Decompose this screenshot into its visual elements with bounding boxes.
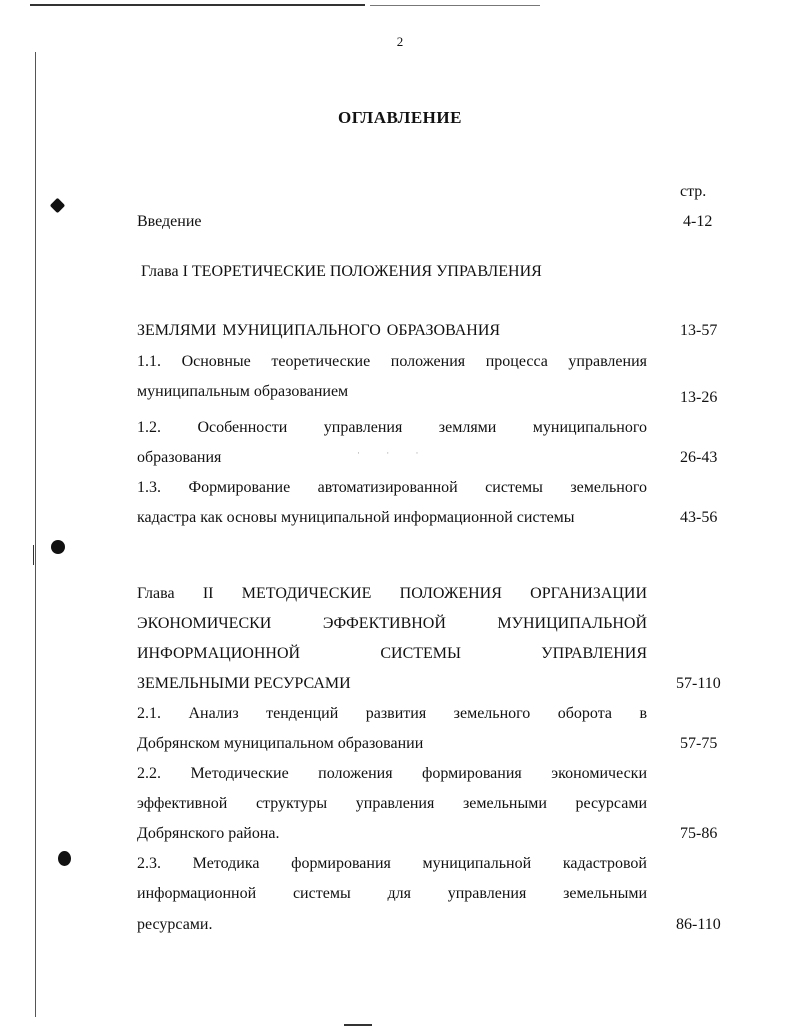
scan-specks: · · · [357,448,431,458]
toc-chapter-1-line-1: Глава I ТЕОРЕТИЧЕСКИЕ ПОЛОЖЕНИЯ УПРАВЛЕНИЯ [141,263,542,280]
toc-section-1-2-line-2: образования [137,449,222,466]
page-number: 2 [396,34,404,49]
toc-section-2-1-line-2: Добрянском муниципальном образовании [137,735,424,752]
toc-page-chapter-1: 13-57 [680,322,718,339]
toc-section-2-3-line-2: информационной системы для управления земельными [137,885,647,902]
page-column-header: стр. [680,183,707,200]
toc-chapter-1-line-2: ЗЕМЛЯМИ МУНИЦИПАЛЬНОГО ОБРАЗОВАНИЯ [137,322,501,339]
toc-section-1-3-line-2: кадастра как основы муниципальной информационной системы [137,509,575,526]
toc-chapter-2-line-2: ЭКОНОМИЧЕСКИ ЭФФЕКТИВНОЙ МУНИЦИПАЛЬНОЙ [137,615,647,632]
binder-hole-mark-top [50,198,66,214]
toc-page-section-1-1: 13-26 [680,389,718,406]
page-title: ОГЛАВЛЕНИЕ [338,108,462,127]
toc-page-section-1-3: 43-56 [680,509,718,526]
toc-section-2-3-line-3: ресурсами. [137,916,213,933]
toc-page-chapter-2: 57-110 [676,675,721,692]
toc-section-1-3-line-1: 1.3. Формирование автоматизированной системы земельного [137,479,647,496]
toc-section-2-1-line-1: 2.1. Анализ тенденций развития земельного оборота в [137,705,647,722]
toc-section-1-1-line-2: муниципальным образованием [137,383,349,400]
binder-hole-mark-middle [51,540,65,554]
toc-page-section-2-2: 75-86 [680,825,718,842]
toc-section-1-2-line-1: 1.2. Особенности управления землями муниципального [137,419,647,436]
toc-section-2-2-line-1: 2.2. Методические положения формирования экономически [137,765,647,782]
toc-section-2-3-line-1: 2.3. Методика формирования муниципальной кадастровой [137,855,647,872]
binder-hole-mark-bottom [58,851,71,866]
toc-page-section-1-2: 26-43 [680,449,718,466]
scan-edge-left-tick [33,545,34,565]
toc-section-1-1-line-1: 1.1. Основные теоретические положения процесса управления [137,353,647,370]
scan-edge-top [30,4,365,6]
scan-edge-top-faint [370,5,540,6]
scan-edge-left [35,52,36,1017]
toc-section-2-2-line-3: Добрянского района. [137,825,280,842]
toc-section-2-2-line-2: эффективной структуры управления земельными ресурсами [137,795,647,812]
toc-page-section-2-1: 57-75 [680,735,718,752]
scan-edge-bottom [344,1024,372,1026]
toc-chapter-2-line-4: ЗЕМЕЛЬНЫМИ РЕСУРСАМИ [137,675,351,692]
toc-chapter-2-line-3: ИНФОРМАЦИОННОЙ СИСТЕМЫ УПРАВЛЕНИЯ [137,645,647,662]
toc-chapter-2-line-1: Глава II МЕТОДИЧЕСКИЕ ПОЛОЖЕНИЯ ОРГАНИЗАЦИИ [137,585,647,602]
toc-entry-introduction: Введение [137,213,202,230]
toc-page-introduction: 4-12 [683,213,713,230]
toc-page-section-2-3: 86-110 [676,916,721,933]
